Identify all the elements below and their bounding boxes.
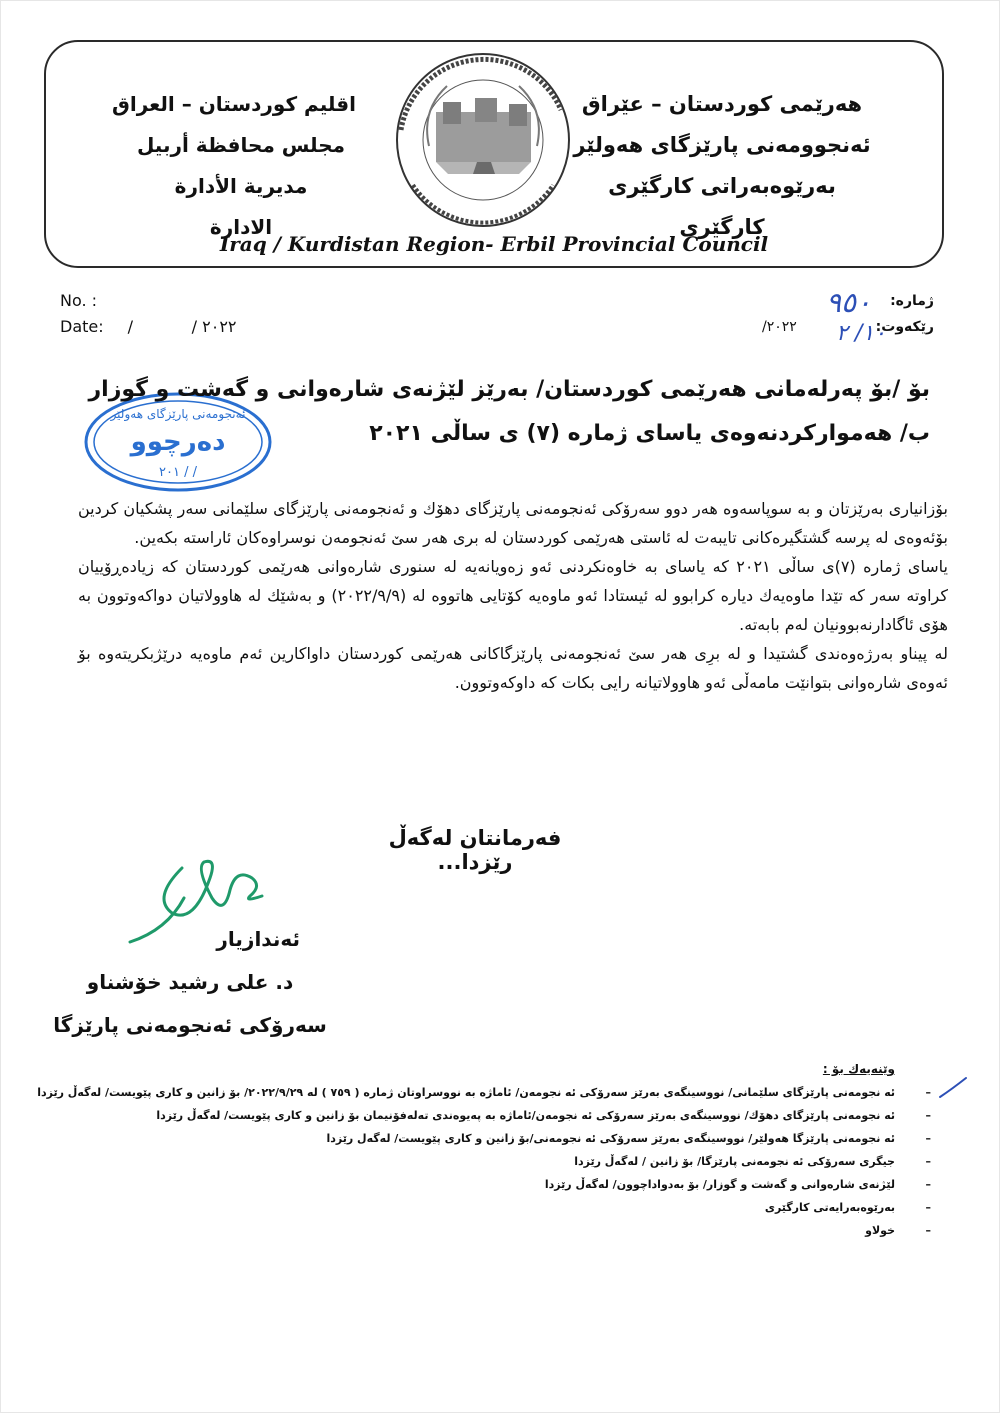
body-paragraph-1: بۆزانیاری بەرێزتان و بە سوپاسەوە هەر دوو سەرۆكی ئەنجومەنی پارێزگای دهۆك و ئەنجومەنی پارێزگای سلێمانی سەر پشكیان كردین بۆئەوەی لە پرسە گشتگیرەكانی تایبەت لە ئاستی هەرێمی كوردستان لە بری هەر سێ ئەنجومەن نوسراوەكان ئاراستە بكەین.	[78, 499, 948, 547]
copies-section	[37, 1058, 895, 1242]
letterhead-arabic-line-1: اقليم كوردستان – العراق	[111, 92, 356, 116]
reference-kurdish	[762, 288, 934, 340]
date-slash-1: /	[127, 317, 134, 336]
signatory-name: د. علی رشید خۆشناو	[86, 970, 294, 994]
letterhead	[44, 40, 944, 268]
letterhead-kurdish-line-3: بەرێوەبەراتی کارگێری	[608, 174, 836, 198]
subject-recipient: بۆ /بۆ پەرلەمانی هەرێمی کوردستان/ بەرێز لێژنەی شارەوانی و گەشت و گوزار	[88, 377, 930, 402]
handwritten-date: ١٠/ ٢	[836, 321, 886, 346]
subject-topic: ب/ هەمواركردنەوەی یاسای ژمارە (٧) ی ساڵی ٢٠٢١	[369, 421, 930, 446]
copy-item: – جیگری سەرۆكی ئە نجومەنی پارێزگا/ بۆ زانین / لەگەڵ رێزدا	[200, 1150, 895, 1173]
copies-list	[37, 1081, 895, 1242]
no-label: No. :	[60, 291, 98, 310]
letterhead-english: Iraq / Kurdistan Region- Erbil Provincial Council	[219, 232, 769, 256]
body-paragraph-2: یاسای ژمارە (٧)ی ساڵی ٢٠٢١ كە یاسای بە خاوەنكردنی ئەو زەویانەیە لە سنوری شارەوانی هەرێمی كوردستان كە زیادەڕۆییان كراوتە سەر كە تێدا ماوەیەك دیارە كرابوو لە ئیستادا ئەو ماوەیە كۆتایی هاتووە لە (٢٠٢٢/٩/٩) و بەشێك لە هاوولاتیان دواكەوتوون بە هۆی ئاگادارنەبوونیان لەم بابەتە.	[78, 557, 949, 634]
council-seal-logo	[391, 50, 576, 230]
copy-item: – ئە نجومەنی پارێزگای دهۆك/ نووسینگەی بەرێز سەرۆكی ئە نجومەن/ئاماژە بە پەیوەندی تەلەفۆنیمان بۆ زانین و كاری پێویست/ لەگەڵ رێزدا	[200, 1104, 895, 1127]
copy-item: – بەرێوەبەرایەتی كارگێری	[200, 1196, 895, 1219]
date-slash-2: / ٢٠٢٢	[191, 317, 237, 336]
handwritten-tick-mark	[938, 1075, 968, 1101]
letterhead-arabic	[111, 84, 356, 248]
letterhead-kurdish-line-2: ئەنجوومەنی پارێزگای هەولێر	[573, 133, 871, 157]
letterhead-kurdish-line-1: هەرێمی کوردستان – عێراق	[581, 92, 863, 116]
stamp-text-top: ئەنجومەنی پارێزگای هەولێر	[110, 407, 246, 421]
signatory-position: سەرۆكی ئەنجومەنی پارێزگا	[53, 1013, 327, 1037]
letterhead-arabic-line-3: مديرية الأدارة	[174, 174, 308, 198]
date-label-ku: رێكەوت:	[875, 319, 934, 335]
date-label: Date:	[60, 317, 104, 336]
copy-item: – ئە نجومەنی پارێزگا هەولێر/ نووسینگەی بەرێز سەرۆكی ئە نجومەنی/بۆ زانین و كاری پێویست/ لەگەل رێزدا	[200, 1127, 895, 1150]
letterhead-arabic-line-4: الادارة	[209, 215, 273, 239]
reference-english	[60, 288, 237, 340]
closing-line: فەرمانتان لەگەڵ رێزدا...	[388, 826, 562, 874]
letterhead-kurdish	[572, 84, 872, 248]
stamp-text-date: ٢٠١ / /	[159, 465, 197, 480]
copy-item: – خولاو	[200, 1219, 895, 1242]
body-paragraph-3: لە پیناو بەرژەوەندی گشتیدا و لە برِی هەر سێ ئەنجومەنی پارێزگاكانی هەرێمی كوردستان داواكارین ئەم ماوەیە درێژبكریتەوە بۆ ئەوەی شارەوانی بتوانێت مامەڵی ئەو هاوولاتیانە رایی بكات كە داوكەوتوون.	[78, 644, 948, 692]
letter-body	[78, 494, 948, 697]
letterhead-arabic-line-2: مجلس محافظة أربيل	[136, 133, 346, 157]
copy-item: – ئە نجومەنی پارێزگای سلێمانی/ نووسینگەی بەرێز سەرۆكی ئە نجومەن/ ئاماژە بە نووسراوتان ژمارە ( ٧٥٩ ) لە ٢٠٢٢/٩/٢٩/ بۆ زانین و كاری پێویست/ لەگەڵ رێزدا	[200, 1081, 895, 1104]
copies-heading: وێنەیەك بۆ :	[822, 1062, 895, 1076]
stamp-text-main: دەرچوو	[130, 427, 226, 457]
number-label: ژمارە:	[890, 293, 934, 309]
letterhead-kurdish-line-4: کارگێری	[679, 215, 765, 239]
copy-item: – لێژنەی شارەوانی و گەشت و گوزار/ بۆ بەدواداچوون/ لەگەڵ رێزدا	[200, 1173, 895, 1196]
signatory	[40, 918, 340, 1047]
date-value: ٢٠٢٢/	[761, 319, 797, 335]
handwritten-number: ٩٥٠	[826, 286, 872, 319]
signatory-title: ئەندازیار	[216, 927, 300, 951]
subject	[88, 368, 930, 456]
